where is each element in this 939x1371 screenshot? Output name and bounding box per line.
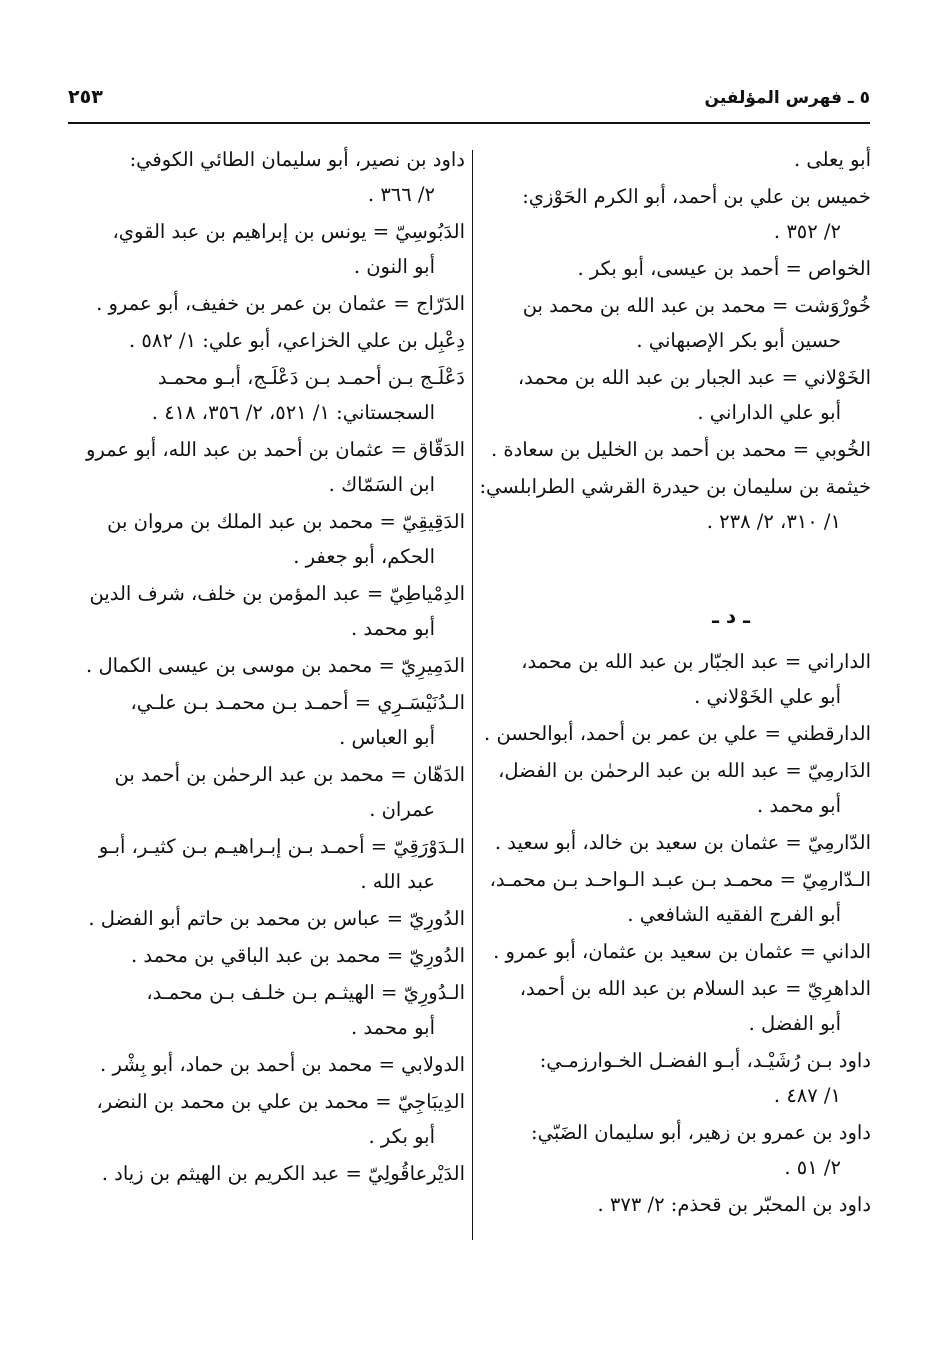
index-entry xyxy=(471,971,871,1041)
entry-continuation: أبو العباس . xyxy=(339,726,435,749)
index-entry xyxy=(471,716,871,751)
entry-text: الدَقِيقِيّ = محمد بن عبد الملك بن مروان بن xyxy=(107,510,465,533)
index-entry xyxy=(70,286,465,321)
entry-text: الدَارمِيّ = عبد الله بن عبد الرحمٰن بن الفضل، xyxy=(498,759,871,782)
right-entries-after xyxy=(471,644,871,1222)
entry-text: الدَيْرعاقُولِيّ = عبد الكريم بن الهيثم بن زياد . xyxy=(101,1162,465,1185)
index-entry xyxy=(471,1043,871,1113)
entry-continuation: أبو بكر . xyxy=(368,1125,435,1148)
index-entry xyxy=(70,1084,465,1154)
index-entry xyxy=(70,142,465,212)
index-entry xyxy=(70,975,465,1045)
entry-text: داود بـن رُشَيْـد، أبـو الفضـل الخـوارزمـي: xyxy=(539,1049,871,1072)
entry-text: الدِمْياطِيّ = عبد المؤمن بن خلف، شرف الدين xyxy=(89,582,465,605)
entry-text: الـدَوْرَقِيّ = أحمـد بـن إبـراهيـم بـن كثيـر، أبـو xyxy=(98,835,465,858)
index-entry xyxy=(70,938,465,973)
index-entry xyxy=(70,829,465,899)
entry-text: الدَهّان = محمد بن عبد الرحمٰن بن أحمد بن xyxy=(114,763,465,786)
page-number: ٢٥٣ xyxy=(68,86,103,108)
entry-text: داود بن نصير، أبو سليمان الطائي الكوفي: xyxy=(129,148,465,171)
entry-continuation: ١/ ٤٨٧ . xyxy=(773,1084,841,1107)
entry-continuation: أبو محمد . xyxy=(350,617,435,640)
entry-continuation: أبو النون . xyxy=(353,255,435,278)
entry-text: الدولابي = محمد بن أحمد بن حماد، أبو بِشْر . xyxy=(100,1053,465,1076)
entry-continuation: أبو الفرج الفقيه الشافعي . xyxy=(627,903,841,926)
entry-text: الخواص = أحمد بن عيسى، أبو بكر . xyxy=(577,257,871,280)
entry-text: دَعْلَـج بـن أحمـد بـن دَعْلَـج، أبـو محمـد xyxy=(157,366,465,389)
entry-text: الدِيبَاجِيّ = محمد بن علي بن محمد بن النضر، xyxy=(96,1090,465,1113)
index-entry xyxy=(70,685,465,755)
left-entries xyxy=(70,142,465,1191)
index-entry xyxy=(471,644,871,714)
entry-continuation: ٢/ ٣٥٢ . xyxy=(773,220,841,243)
entry-continuation: ٢/ ٥١ . xyxy=(784,1156,841,1179)
entry-text: خميس بن علي بن أحمد، أبو الكرم الحَوْزي: xyxy=(522,185,871,208)
entry-text: الداراني = عبد الجبّار بن عبد الله بن محمد، xyxy=(521,650,871,673)
entry-continuation: حسين أبو بكر الإصبهاني . xyxy=(636,329,841,352)
entry-text: الـدُنَيْسَـرِي = أحمـد بـن محمـد بـن علـي، xyxy=(130,691,465,714)
index-entry xyxy=(70,432,465,502)
right-column xyxy=(471,142,871,1224)
running-title: ٥ ـ فهرس المؤلفين xyxy=(704,88,870,108)
index-entry xyxy=(70,648,465,683)
index-entry xyxy=(471,142,871,177)
index-entry xyxy=(471,251,871,286)
index-entry xyxy=(471,862,871,932)
index-entry xyxy=(471,934,871,969)
index-entry xyxy=(471,288,871,358)
index-entry xyxy=(471,753,871,823)
left-column xyxy=(70,142,465,1193)
index-entry xyxy=(471,360,871,430)
entry-text: الداني = عثمان بن سعيد بن عثمان، أبو عمرو . xyxy=(493,940,871,963)
index-entry xyxy=(471,179,871,249)
index-entry xyxy=(471,432,871,467)
index-entry xyxy=(70,360,465,430)
entry-continuation: عبد الله . xyxy=(360,870,435,893)
entry-text: الخُوبي = محمد بن أحمد بن الخليل بن سعادة . xyxy=(490,438,871,461)
entry-text: الدارقطني = علي بن عمر بن أحمد، أبوالحسن . xyxy=(484,722,871,745)
entry-text: الدّارمِيّ = عثمان بن سعيد بن خالد، أبو سعيد . xyxy=(494,831,871,854)
entry-text: الـدُورِيّ = الهيثـم بـن خلـف بـن محمـد، xyxy=(146,981,465,1004)
entry-continuation: السجستاني: ١/ ٥٢١، ٢/ ٣٥٦، ٤١٨ . xyxy=(151,401,435,424)
entry-text: الداهرِيّ = عبد السلام بن عبد الله بن أحمد، xyxy=(519,977,871,1000)
index-entry xyxy=(70,901,465,936)
index-entry xyxy=(471,1115,871,1185)
entry-text: دِعْبِل بن علي الخزاعي، أبو علي: ١/ ٥٨٢ . xyxy=(128,329,465,352)
index-entry xyxy=(70,323,465,358)
entry-continuation: عمران . xyxy=(369,798,435,821)
entry-continuation: أبو محمد . xyxy=(350,1016,435,1039)
entry-text: الدَبُوسِيّ = يونس بن إبراهيم بن عبد القوي، xyxy=(112,220,465,243)
entry-continuation: ١/ ٣١٠، ٢/ ٢٣٨ . xyxy=(706,510,841,533)
entry-continuation: أبو محمد . xyxy=(756,794,841,817)
entry-text: الدَرّاج = عثمان بن عمر بن خفيف، أبو عمرو . xyxy=(96,292,465,315)
entry-continuation: أبو علي الداراني . xyxy=(697,401,841,424)
entry-text: أبو يعلى . xyxy=(793,148,871,171)
entry-continuation: ٢/ ٣٦٦ . xyxy=(367,183,435,206)
entry-continuation: الحكم، أبو جعفر . xyxy=(293,545,435,568)
entry-text: داود بن المحبّر بن قحذم: ٢/ ٣٧٣ . xyxy=(597,1193,871,1216)
entry-text: الخَوْلاني = عبد الجبار بن عبد الله بن محمد، xyxy=(517,366,871,389)
entry-text: الـدّارمِيّ = محمـد بـن عبـد الـواحـد بـن محمـد، xyxy=(489,868,871,891)
entry-text: الدُورِيّ = محمد بن عبد الباقي بن محمد . xyxy=(131,944,465,967)
index-entry xyxy=(471,1187,871,1222)
entry-text: خُورْوَشت = محمد بن عبد الله بن محمد بن xyxy=(522,294,871,317)
entry-continuation: ابن السَمّاك . xyxy=(328,473,435,496)
entry-text: داود بن عمرو بن زهير، أبو سليمان الضَبّي: xyxy=(531,1121,871,1144)
column-divider xyxy=(472,150,473,1240)
index-entry xyxy=(471,469,871,539)
index-entry xyxy=(471,825,871,860)
index-entry xyxy=(70,1156,465,1191)
entry-text: الدُورِيّ = عباس بن محمد بن حاتم أبو الفضل . xyxy=(88,907,465,930)
entry-text: خيثمة بن سليمان بن حيدرة القرشي الطرابلسي: xyxy=(479,475,871,498)
entry-continuation: أبو علي الخَوْلاني . xyxy=(694,685,841,708)
page-header xyxy=(68,78,870,122)
entry-text: الدَقّاق = عثمان بن أحمد بن عبد الله، أبو عمرو xyxy=(85,438,465,461)
right-entries-before xyxy=(471,142,871,539)
index-entry xyxy=(70,576,465,646)
section-letter-dal: ـ د ـ xyxy=(712,604,750,628)
entry-text: الدَمِيرِيّ = محمد بن موسى بن عيسى الكمال . xyxy=(86,654,465,677)
entry-continuation: أبو الفضل . xyxy=(748,1012,841,1035)
index-entry xyxy=(70,1047,465,1082)
index-entry xyxy=(70,757,465,827)
header-rule xyxy=(68,122,870,124)
index-entry xyxy=(70,504,465,574)
index-entry xyxy=(70,214,465,284)
